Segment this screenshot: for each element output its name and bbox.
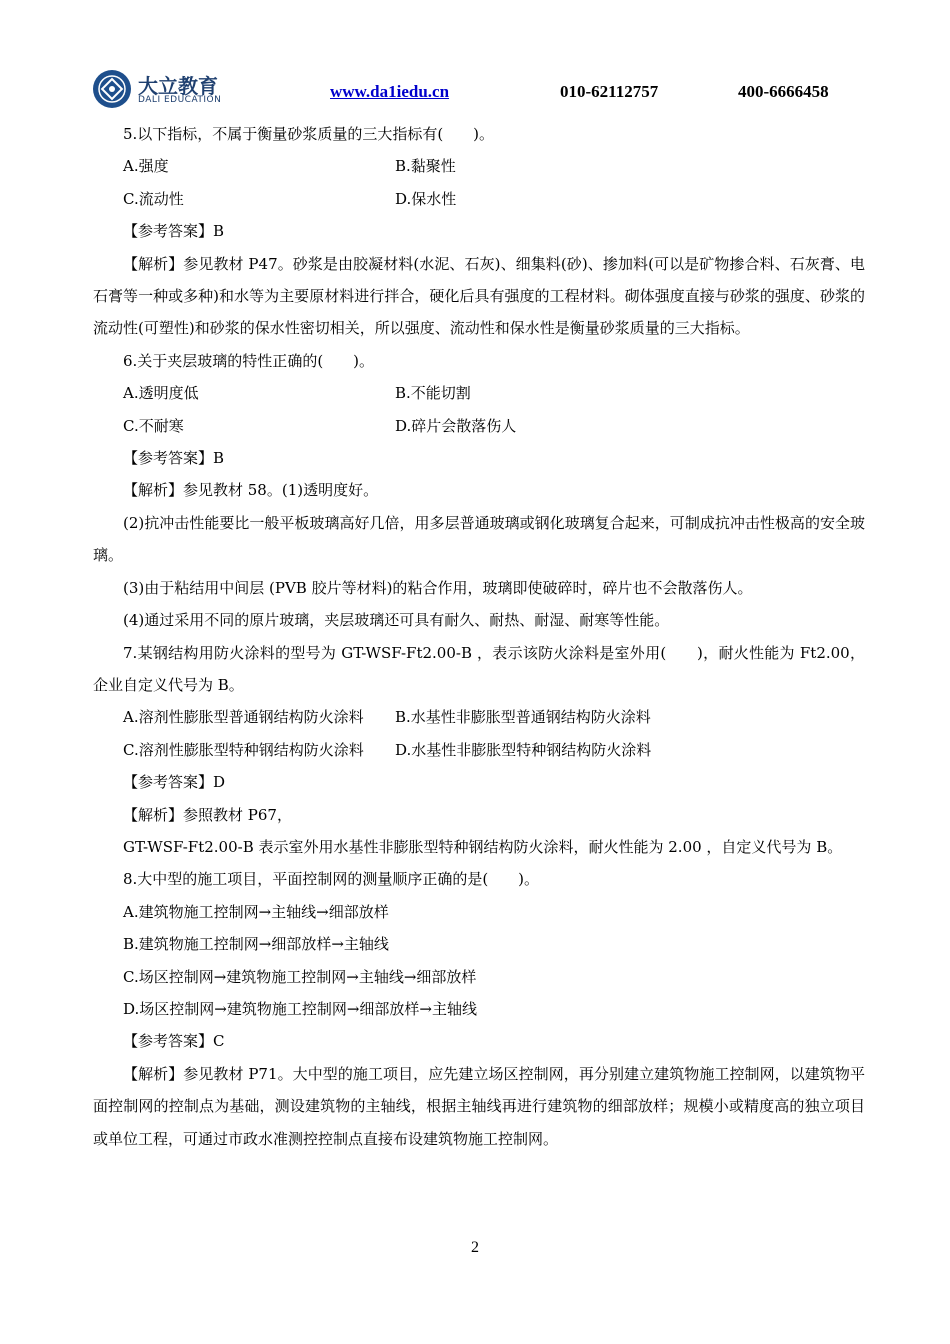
dali-logo <box>93 68 243 108</box>
option-b: B.水基性非膨胀型普通钢结构防火涂料 <box>395 708 651 727</box>
question-5-analysis: 【解析】参见教材 P47。砂浆是由胶凝材料(水泥、石灰)、细集料(砂)、掺加料(可以是矿物掺合料、石灰膏、电石膏等一种或多种)和水等为主要原材料进行拌合，硬化后具有强度的工程材料。砌体强度直接与砂浆的强度、砂浆的流动性(可塑性)和砂浆的保水性密切相关，所以强度、流动性和保水性是衡量砂浆质量的三大指标。 <box>93 254 865 338</box>
question-8-stem: 8.大中型的施工项目，平面控制网的测量顺序正确的是( )。 <box>123 870 540 889</box>
question-6-options-row-2 <box>93 410 865 442</box>
option-b: B.建筑物施工控制网→细部放样→主轴线 <box>123 935 389 954</box>
option-c: C.溶剂性膨胀型特种钢结构防火涂料 <box>123 740 364 759</box>
question-5-answer: 【参考答案】B <box>123 222 225 241</box>
option-b: B.黏聚性 <box>395 157 456 176</box>
question-7-stem: 7.某钢结构用防火涂料的型号为 GT-WSF-Ft2.00-B ，表示该防火涂料是室外用( )，耐火性能为 Ft2.00，企业自定义代号为 B。 <box>93 643 865 694</box>
question-7-options-row-1 <box>93 701 865 733</box>
question-7-options-row-2 <box>93 734 865 766</box>
logo-chinese-name: 大立教育 <box>138 74 218 98</box>
question-6-analysis-3: (3)由于粘结用中间层 (PVB 胶片等材料)的粘合作用，玻璃即使破碎时，碎片也不会散落伤人。 <box>123 578 753 597</box>
logo-english-name: DALI EDUCATION <box>138 95 222 105</box>
option-a: A.溶剂性膨胀型普通钢结构防火涂料 <box>123 708 364 727</box>
option-b: B.不能切割 <box>395 384 471 403</box>
question-6-options-row-1 <box>93 377 865 409</box>
phone-number-1: 010-62112757 <box>560 82 659 101</box>
page-number: 2 <box>471 1239 479 1256</box>
document-body <box>93 118 865 1155</box>
option-a: A.透明度低 <box>123 384 199 403</box>
option-c: C.流动性 <box>123 189 184 208</box>
question-7-answer: 【参考答案】D <box>123 773 226 792</box>
page-header <box>93 68 853 108</box>
option-d: D.保水性 <box>395 189 457 208</box>
dali-emblem-icon <box>93 70 131 108</box>
question-6-answer: 【参考答案】B <box>123 449 225 468</box>
question-5-stem: 5.以下指标，不属于衡量砂浆质量的三大指标有( )。 <box>123 125 495 143</box>
question-5-options-row-2 <box>93 183 865 215</box>
option-a: A.强度 <box>123 157 169 176</box>
question-7-analysis-1: 【解析】参照教材 P67， <box>123 805 292 824</box>
question-6-stem: 6.关于夹层玻璃的特性正确的( )。 <box>123 351 375 370</box>
question-5-options-row-1 <box>93 150 865 182</box>
question-8-answer: 【参考答案】C <box>123 1032 225 1051</box>
option-c: C.场区控制网→建筑物施工控制网→主轴线→细部放样 <box>123 967 477 986</box>
question-6-analysis-4: (4)通过采用不同的原片玻璃，夹层玻璃还可具有耐久、耐热、耐湿、耐寒等性能。 <box>123 611 670 630</box>
question-7-analysis-2: GT-WSF-Ft2.00-B 表示室外用水基性非膨胀型特种钢结构防火涂料，耐火性能为 2.00 ，自定义代号为 B。 <box>123 837 843 856</box>
question-8-analysis: 【解析】参见教材 P71。大中型的施工项目，应先建立场区控制网，再分别建立建筑物施工控制网，以建筑物平面控制网的控制点为基础，测设建筑物的主轴线，根据主轴线再进行建筑物的细部放样；规模小或精度高的独立项目或单位工程，可通过市政水准测控控制点直接布设建筑物施工控制网。 <box>93 1064 865 1148</box>
option-a: A.建筑物施工控制网→主轴线→细部放样 <box>123 902 389 921</box>
option-d: D.碎片会散落伤人 <box>395 416 517 435</box>
website-link[interactable]: www.da1iedu.cn <box>330 82 450 101</box>
question-6-analysis-1: 【解析】参见教材 58。(1)透明度好。 <box>123 481 379 500</box>
phone-number-2: 400-6666458 <box>738 82 829 101</box>
option-d: D.水基性非膨胀型特种钢结构防火涂料 <box>395 740 652 759</box>
option-c: C.不耐寒 <box>123 416 184 435</box>
option-d: D.场区控制网→建筑物施工控制网→细部放样→主轴线 <box>123 999 477 1018</box>
question-6-analysis-2: (2)抗冲击性能要比一般平板玻璃高好几倍，用多层普通玻璃或钢化玻璃复合起来，可制成抗冲击性极高的安全玻璃。 <box>93 513 865 565</box>
